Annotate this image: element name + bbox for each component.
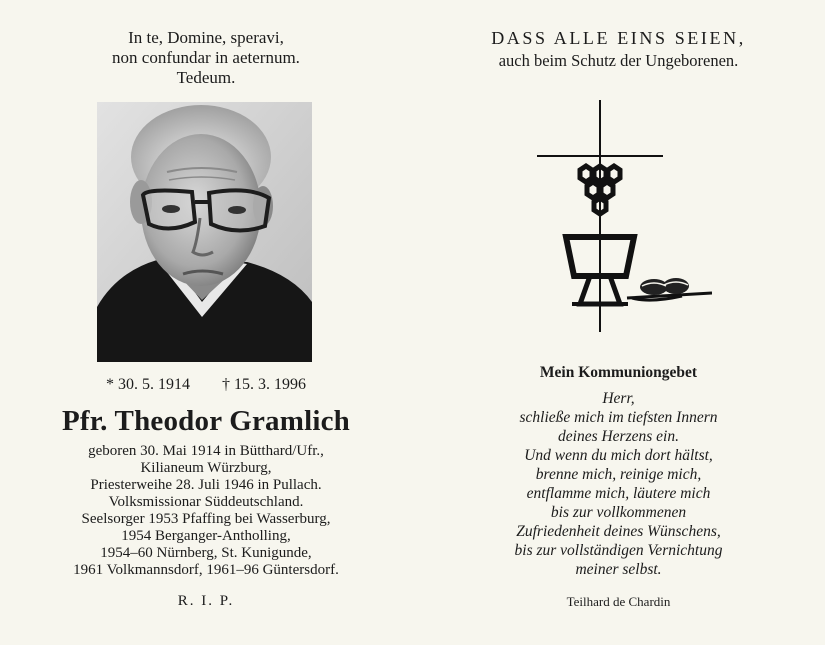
deceased-name: Pfr. Theodor Gramlich — [61, 405, 351, 437]
bio-line: geboren 30. Mai 1914 in Bütthard/Ufr., — [88, 443, 324, 459]
cross-chalice-grapes-bread-icon — [532, 100, 712, 335]
bio-line: 1954 Berganger-Antholling, — [121, 528, 291, 544]
prayer-line: deines Herzens ein. — [558, 428, 679, 445]
bio-line: Priesterweihe 28. Juli 1946 in Pullach. — [90, 477, 322, 493]
life-dates — [0, 376, 412, 394]
card-heading: DASS ALLE EINS SEIEN, — [491, 28, 746, 48]
prayer-line: bis zur vollständigen Vernichtung — [514, 542, 723, 559]
motto-line: non confundar in aeternum. — [112, 48, 300, 67]
prayer-line: Und wenn du mich dort hältst, — [524, 447, 713, 464]
prayer-line: bis zur vollkommenen — [550, 504, 687, 521]
portrait-illustration — [97, 102, 312, 362]
left-panel — [0, 0, 412, 645]
prayer-line: entflamme mich, läutere mich — [526, 485, 711, 502]
motto-line: Tedeum. — [176, 68, 236, 87]
rip-text: R. I. P. — [177, 593, 235, 609]
card-subheading: auch beim Schutz der Ungeborenen. — [498, 51, 739, 70]
prayer-line: meiner selbst. — [575, 561, 662, 578]
latin-motto — [0, 28, 412, 88]
death-date: † 15. 3. 1996 — [222, 376, 306, 393]
prayer-line: brenne mich, reinige mich, — [535, 466, 702, 483]
prayer-line: Herr, — [602, 390, 635, 407]
birth-date: * 30. 5. 1914 — [106, 376, 190, 393]
bio-line: 1961 Volkmannsdorf, 1961–96 Güntersdorf. — [73, 562, 339, 578]
prayer-author: Teilhard de Chardin — [566, 594, 671, 609]
prayer-title: Mein Kommuniongebet — [539, 364, 698, 381]
bio-line: Volksmissionar Süddeutschland. — [108, 494, 304, 510]
right-panel — [412, 0, 825, 645]
bio-line: Seelsorger 1953 Pfaffing bei Wasserburg, — [81, 511, 331, 527]
biography — [0, 443, 412, 579]
prayer-line: schließe mich im tiefsten Innern — [519, 409, 718, 426]
prayer-text — [412, 389, 825, 579]
prayer-line: Zufriedenheit deines Wünschens, — [516, 523, 721, 540]
bio-line: 1954–60 Nürnberg, St. Kunigunde, — [100, 545, 312, 561]
portrait-photo — [97, 102, 312, 362]
motto-line: In te, Domine, speravi, — [128, 28, 284, 47]
bio-line: Kilianeum Würzburg, — [140, 460, 272, 476]
